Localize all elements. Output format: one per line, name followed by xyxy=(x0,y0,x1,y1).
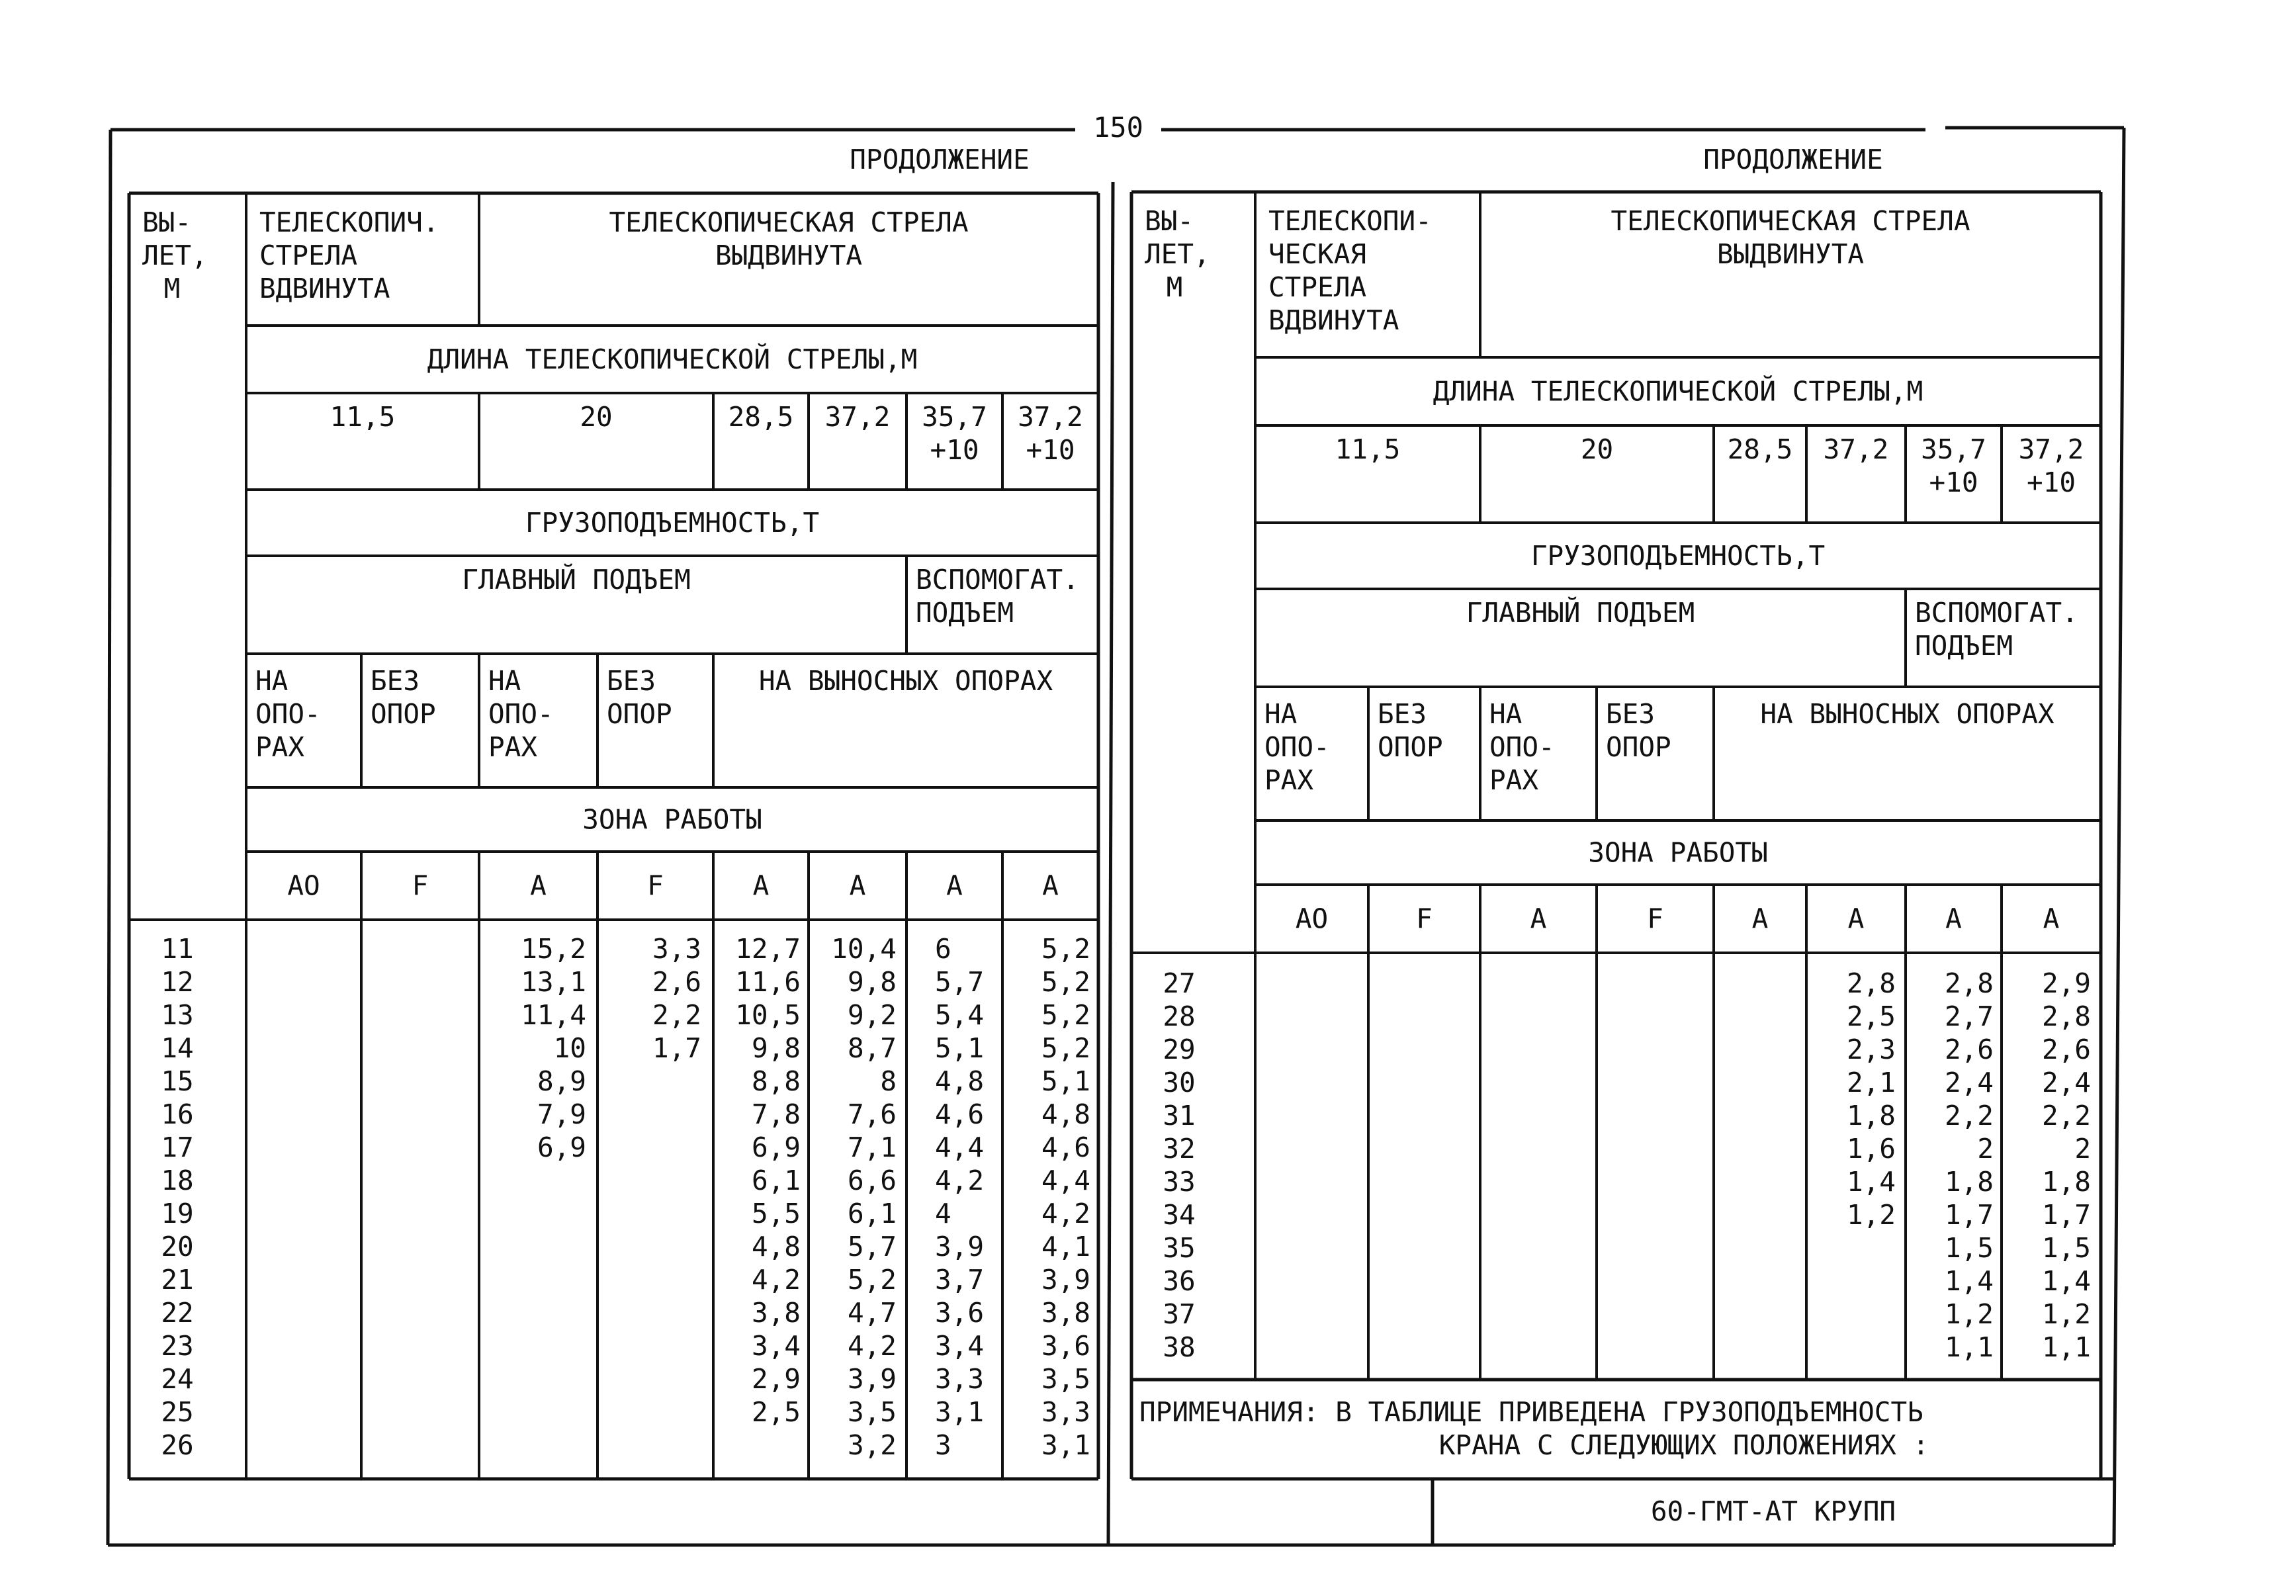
support-on-header: НА xyxy=(1489,698,1523,730)
support-on-header: НА xyxy=(255,665,288,697)
load-value: 4,2 xyxy=(1041,1198,1090,1229)
load-value: 12,7 xyxy=(735,933,801,965)
reach-value: 17 xyxy=(161,1131,194,1163)
load-value: 4,6 xyxy=(1041,1131,1090,1163)
load-value: 3,6 xyxy=(935,1297,985,1329)
load-value: 6,1 xyxy=(751,1165,801,1196)
load-value: 11,4 xyxy=(521,999,586,1031)
load-value: 1,8 xyxy=(1944,1166,1994,1198)
boom-length-value: 20 xyxy=(1580,433,1614,465)
page-fold-line xyxy=(1108,182,1113,1545)
reach-value: 34 xyxy=(1163,1199,1196,1231)
load-value: 10,5 xyxy=(735,999,801,1031)
reach-header: М xyxy=(1166,271,1183,303)
boom-length-value: +10 xyxy=(1026,434,1075,466)
continuation-label: ПРОДОЛЖЕНИЕ xyxy=(1703,144,1883,175)
boom-retracted-header: СТРЕЛА xyxy=(1268,271,1367,303)
boom-length-value: 11,5 xyxy=(330,401,396,433)
boom-retracted-header: ВДВИНУТА xyxy=(259,273,390,304)
load-value: 1,1 xyxy=(2041,1331,2091,1363)
load-value: 9,2 xyxy=(847,999,897,1031)
zone-label: А xyxy=(1530,903,1547,935)
zone-label: А xyxy=(2043,903,2060,935)
reach-value: 18 xyxy=(161,1165,194,1196)
load-value: 3,1 xyxy=(935,1396,985,1428)
support-on-header: НА xyxy=(1264,698,1298,730)
load-value: 4,4 xyxy=(935,1131,985,1163)
reach-value: 24 xyxy=(161,1363,194,1395)
work-zone-header: ЗОНА РАБОТЫ xyxy=(1588,836,1768,869)
load-value: 3,5 xyxy=(847,1396,897,1428)
boom-extended-header: ВЫДВИНУТА xyxy=(715,240,863,271)
load-value: 6,1 xyxy=(847,1198,897,1229)
boom-length-value: +10 xyxy=(930,434,979,466)
load-value: 2,6 xyxy=(2041,1034,2091,1065)
load-value: 1,8 xyxy=(2041,1166,2091,1198)
load-value: 2,8 xyxy=(1846,967,1896,999)
main-hoist-header: ГЛАВНЫЙ ПОДЪЕМ xyxy=(462,564,691,596)
load-value: 6,6 xyxy=(847,1165,897,1196)
boom-length-value: 11,5 xyxy=(1335,433,1401,465)
load-value: 4,1 xyxy=(1041,1231,1090,1263)
boom-extended-header: ТЕЛЕСКОПИЧЕСКАЯ СТРЕЛА xyxy=(609,206,969,238)
boom-length-value: 37,2 xyxy=(824,401,891,433)
load-value: 3,8 xyxy=(751,1297,801,1329)
load-value: 3,4 xyxy=(935,1330,985,1362)
load-value: 9,8 xyxy=(847,966,897,998)
capacity-header: ГРУЗОПОДЪЕМНОСТЬ,Т xyxy=(525,507,820,539)
page-frame xyxy=(108,128,2124,1545)
reach-value: 38 xyxy=(1163,1331,1196,1363)
load-value: 1,4 xyxy=(2041,1265,2091,1297)
load-value: 1,4 xyxy=(1944,1265,1994,1297)
load-value: 5,1 xyxy=(1041,1065,1090,1097)
boom-length-value: 37,2 xyxy=(1018,401,1083,433)
boom-retracted-header: ВДВИНУТА xyxy=(1268,304,1399,336)
load-value: 3,1 xyxy=(1041,1429,1090,1461)
boom-length-header: ДЛИНА ТЕЛЕСКОПИЧЕСКОЙ СТРЕЛЫ,М xyxy=(1433,375,1923,408)
load-value: 4,2 xyxy=(847,1330,897,1362)
load-value: 2,2 xyxy=(1944,1100,1994,1131)
boom-extended-header: ВЫДВИНУТА xyxy=(1716,238,1865,270)
boom-length-value: +10 xyxy=(2026,466,2076,498)
left-load-table xyxy=(129,144,1098,1479)
load-value: 4,6 xyxy=(935,1098,985,1130)
load-value: 2 xyxy=(2074,1133,2091,1165)
zone-label: А xyxy=(1945,903,1962,935)
load-value: 3,9 xyxy=(1041,1264,1090,1296)
load-value: 8 xyxy=(880,1065,897,1097)
frame-left xyxy=(108,130,110,1545)
frame-right xyxy=(2114,128,2124,1545)
aux-hoist-header: ПОДЪЕМ xyxy=(916,597,1014,629)
load-value: 2,9 xyxy=(751,1363,801,1395)
outriggers-header: НА ВЫНОСНЫХ ОПОРАХ xyxy=(758,665,1053,697)
load-value: 8,7 xyxy=(847,1032,897,1064)
capacity-header: ГРУЗОПОДЪЕМНОСТЬ,Т xyxy=(1530,540,1826,572)
support-without-header: ОПОР xyxy=(607,698,672,730)
reach-header: ВЫ- xyxy=(1145,205,1194,237)
load-value: 2,8 xyxy=(1944,967,1994,999)
page-number: 150 xyxy=(1093,111,1143,144)
support-on-header: ОПО- xyxy=(1489,731,1555,763)
notes-text: ПРИМЕЧАНИЯ: В ТАБЛИЦЕ ПРИВЕДЕНА ГРУЗОПОДЪЕМНОСТЬ xyxy=(1139,1396,1923,1428)
load-value: 8,8 xyxy=(751,1065,801,1097)
reach-value: 20 xyxy=(161,1231,194,1263)
reach-value: 33 xyxy=(1163,1166,1196,1198)
zone-label: А xyxy=(1847,903,1865,935)
support-on-header: РАХ xyxy=(1264,764,1314,796)
load-value: 2,6 xyxy=(1944,1034,1994,1065)
load-value: 9,8 xyxy=(751,1032,801,1064)
reach-value: 13 xyxy=(161,999,194,1031)
boom-length-value: 28,5 xyxy=(728,401,794,433)
load-value: 1,8 xyxy=(1846,1100,1896,1131)
reach-value: 35 xyxy=(1163,1232,1196,1264)
load-value: 2,3 xyxy=(1846,1034,1896,1065)
support-on-header: ОПО- xyxy=(255,698,321,730)
load-value: 1,6 xyxy=(1846,1133,1896,1165)
load-value: 11,6 xyxy=(735,966,801,998)
reach-value: 23 xyxy=(161,1330,194,1362)
reach-value: 21 xyxy=(161,1264,194,1296)
load-value: 2,2 xyxy=(2041,1100,2091,1131)
boom-retracted-header: ТЕЛЕСКОПИЧ. xyxy=(259,206,439,238)
boom-retracted-header: ЧЕСКАЯ xyxy=(1268,238,1367,270)
zone-label: F xyxy=(412,869,429,902)
zone-label: А xyxy=(530,869,547,902)
boom-length-value: 35,7 xyxy=(1921,433,1986,465)
load-value: 1,7 xyxy=(652,1032,701,1064)
load-value: 4,8 xyxy=(751,1231,801,1263)
reach-value: 37 xyxy=(1163,1298,1196,1330)
reach-value: 28 xyxy=(1163,1000,1196,1032)
boom-length-value: 20 xyxy=(580,401,613,433)
load-value: 5,2 xyxy=(1041,966,1090,998)
load-value: 1,1 xyxy=(1944,1331,1994,1363)
reach-value: 26 xyxy=(161,1429,194,1461)
load-value: 5,7 xyxy=(847,1231,897,1263)
zone-label: А xyxy=(752,869,770,902)
load-value: 3,2 xyxy=(847,1429,897,1461)
load-value: 4,2 xyxy=(751,1264,801,1296)
load-value: 1,5 xyxy=(2041,1232,2091,1264)
reach-header: ЛЕТ, xyxy=(1145,238,1210,270)
load-value: 3,3 xyxy=(652,933,701,965)
load-value: 1,5 xyxy=(1944,1232,1994,1264)
support-without-header: ОПОР xyxy=(371,698,436,730)
load-value: 5,1 xyxy=(935,1032,985,1064)
reach-value: 19 xyxy=(161,1198,194,1229)
zone-label: А xyxy=(1042,869,1059,902)
support-without-header: БЕЗ xyxy=(607,665,656,697)
zone-label: F xyxy=(1647,903,1663,935)
load-value: 3,8 xyxy=(1041,1297,1090,1329)
load-value: 3,4 xyxy=(751,1330,801,1362)
load-value: 3,6 xyxy=(1041,1330,1090,1362)
load-value: 4,8 xyxy=(1041,1098,1090,1130)
zone-label: F xyxy=(1416,903,1433,935)
reach-value: 12 xyxy=(161,966,194,998)
support-without-header: ОПОР xyxy=(1378,731,1443,763)
load-value: 7,6 xyxy=(847,1098,897,1130)
load-value: 1,2 xyxy=(1846,1199,1896,1231)
load-value: 2,1 xyxy=(1846,1067,1896,1098)
load-value: 4,2 xyxy=(935,1165,985,1196)
load-value: 2,5 xyxy=(1846,1000,1896,1032)
support-on-header: РАХ xyxy=(255,731,305,763)
reach-value: 30 xyxy=(1163,1067,1196,1098)
reach-value: 11 xyxy=(161,933,194,965)
load-value: 5,2 xyxy=(1041,999,1090,1031)
reach-value: 29 xyxy=(1163,1034,1196,1065)
boom-length-value: 37,2 xyxy=(1823,433,1889,465)
support-on-header: ОПО- xyxy=(488,698,554,730)
load-value: 2,7 xyxy=(1944,1000,1994,1032)
boom-length-value: 37,2 xyxy=(2018,433,2084,465)
load-value: 1,7 xyxy=(1944,1199,1994,1231)
right-load-table xyxy=(1131,144,2114,1545)
support-without-header: ОПОР xyxy=(1606,731,1671,763)
work-zone-header: ЗОНА РАБОТЫ xyxy=(582,803,762,836)
notes-text: КРАНА С СЛЕДУЮЩИХ ПОЛОЖЕНИЯХ : xyxy=(1438,1429,1929,1461)
support-on-header: РАХ xyxy=(1489,764,1539,796)
support-on-header: НА xyxy=(488,665,521,697)
load-value: 7,9 xyxy=(537,1098,586,1130)
load-value: 2,9 xyxy=(2041,967,2091,999)
load-value: 10 xyxy=(553,1032,586,1064)
support-on-header: РАХ xyxy=(488,731,538,763)
load-value: 3,9 xyxy=(847,1363,897,1395)
load-value: 4,4 xyxy=(1041,1165,1090,1196)
load-value: 15,2 xyxy=(521,933,586,965)
load-value: 2,8 xyxy=(2041,1000,2091,1032)
load-value: 4,8 xyxy=(935,1065,985,1097)
load-value: 8,9 xyxy=(537,1065,586,1097)
reach-value: 22 xyxy=(161,1297,194,1329)
load-value: 5,2 xyxy=(847,1264,897,1296)
load-value: 3,3 xyxy=(935,1363,985,1395)
load-value: 13,1 xyxy=(521,966,586,998)
load-value: 6,9 xyxy=(751,1131,801,1163)
load-value: 1,2 xyxy=(2041,1298,2091,1330)
support-without-header: БЕЗ xyxy=(1378,698,1427,730)
title-block-text: 60-ГМТ-АТ КРУПП xyxy=(1650,1495,1896,1527)
zone-label: А xyxy=(849,869,866,902)
reach-value: 15 xyxy=(161,1065,194,1097)
load-value: 6 xyxy=(935,933,951,965)
reach-header: М xyxy=(163,273,181,304)
load-value: 3,9 xyxy=(935,1231,985,1263)
boom-extended-header: ТЕЛЕСКОПИЧЕСКАЯ СТРЕЛА xyxy=(1611,205,1970,237)
boom-length-value: 35,7 xyxy=(922,401,987,433)
aux-hoist-header: ВСПОМОГАТ. xyxy=(1915,597,2078,629)
zone-label: F xyxy=(647,869,664,902)
load-value: 10,4 xyxy=(831,933,897,965)
load-value: 5,5 xyxy=(751,1198,801,1229)
load-value: 5,7 xyxy=(935,966,985,998)
load-value: 5,4 xyxy=(935,999,985,1031)
load-value: 3 xyxy=(935,1429,951,1461)
reach-value: 27 xyxy=(1163,967,1196,999)
reach-value: 32 xyxy=(1163,1133,1196,1165)
zone-label: А xyxy=(1751,903,1769,935)
load-value: 1,4 xyxy=(1846,1166,1896,1198)
zone-label: АО xyxy=(1295,903,1329,935)
boom-length-value: +10 xyxy=(1929,466,1978,498)
support-without-header: БЕЗ xyxy=(1606,698,1656,730)
load-value: 2 xyxy=(1977,1133,1994,1165)
support-on-header: ОПО- xyxy=(1264,731,1330,763)
reach-value: 36 xyxy=(1163,1265,1196,1297)
continuation-label: ПРОДОЛЖЕНИЕ xyxy=(850,144,1030,175)
reach-value: 31 xyxy=(1163,1100,1196,1131)
load-value: 7,8 xyxy=(751,1098,801,1130)
load-value: 2,4 xyxy=(1944,1067,1994,1098)
load-value: 4,7 xyxy=(847,1297,897,1329)
load-value: 2,5 xyxy=(751,1396,801,1428)
load-value: 7,1 xyxy=(847,1131,897,1163)
load-value: 3,5 xyxy=(1041,1363,1090,1395)
load-value: 1,2 xyxy=(1944,1298,1994,1330)
load-value: 1,7 xyxy=(2041,1199,2091,1231)
load-value: 3,7 xyxy=(935,1264,985,1296)
boom-retracted-header: СТРЕЛА xyxy=(259,240,358,271)
load-value: 5,2 xyxy=(1041,933,1090,965)
support-without-header: БЕЗ xyxy=(371,665,420,697)
aux-hoist-header: ПОДЪЕМ xyxy=(1915,630,2013,662)
reach-value: 25 xyxy=(161,1396,194,1428)
reach-header: ВЫ- xyxy=(142,206,192,238)
zone-label: АО xyxy=(287,869,320,902)
reach-header: ЛЕТ, xyxy=(142,240,208,271)
aux-hoist-header: ВСПОМОГАТ. xyxy=(916,564,1079,596)
load-value: 5,2 xyxy=(1041,1032,1090,1064)
load-value: 2,6 xyxy=(652,966,701,998)
reach-value: 14 xyxy=(161,1032,194,1064)
load-value: 4 xyxy=(935,1198,951,1229)
main-hoist-header: ГЛАВНЫЙ ПОДЪЕМ xyxy=(1466,597,1695,629)
zone-label: А xyxy=(946,869,963,902)
load-value: 6,9 xyxy=(537,1131,586,1163)
load-value: 2,4 xyxy=(2041,1067,2091,1098)
outriggers-header: НА ВЫНОСНЫХ ОПОРАХ xyxy=(1760,698,2054,730)
load-value: 3,3 xyxy=(1041,1396,1090,1428)
boom-retracted-header: ТЕЛЕСКОПИ- xyxy=(1268,205,1432,237)
load-value: 2,2 xyxy=(652,999,701,1031)
boom-length-value: 28,5 xyxy=(1727,433,1793,465)
reach-value: 16 xyxy=(161,1098,194,1130)
boom-length-header: ДЛИНА ТЕЛЕСКОПИЧЕСКОЙ СТРЕЛЫ,М xyxy=(427,343,918,375)
